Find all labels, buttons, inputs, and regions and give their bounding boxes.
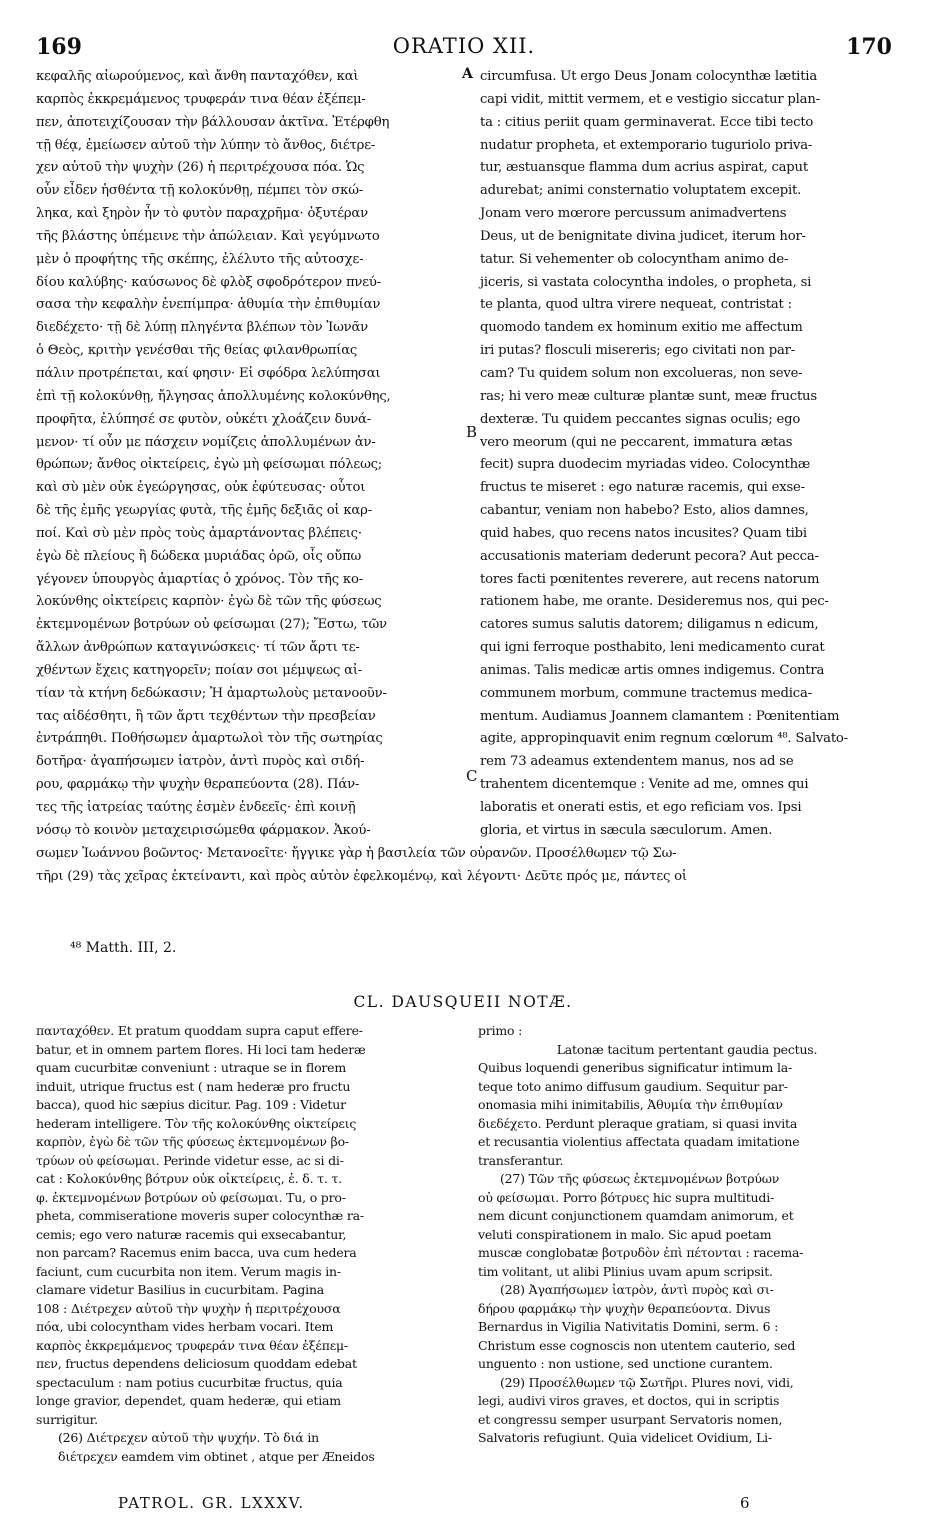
text-line: faciunt, cum cucurbita non item. Verum magis in- [36, 1263, 341, 1279]
text-line: (27) Τῶν τῆς φύσεως ἐκτεμνομένων βοτρύων [500, 1171, 780, 1186]
text-line: προφῆτα, ἐλύπησέ σε φυτὸν, οὐκέτι χλοάζειν δυνά- [36, 411, 372, 427]
text-line: longe gravior, dependet, quam hederæ, qui etiam [36, 1393, 341, 1408]
margin-marker-a: A [462, 66, 473, 82]
notes-title: CL. DAUSQUEII NOTÆ. [353, 993, 573, 1011]
text-line: muscæ conglobatæ βοτρυδὸν ἐπὶ πέτονται : racema- [478, 1245, 804, 1260]
margin-marker-c: C [466, 767, 478, 785]
margin-marker-b: B [466, 423, 478, 441]
text-line: qui igni ferroque posthabito, leni medicamento curat [480, 640, 825, 656]
text-line: cabantur, veniam non habebo? Esto, alios damnes, [480, 503, 809, 519]
text-line: 108 : Διέτρεχεν αὐτοῦ τὴν ψυχὴν ἡ περιτρέχουσα [36, 1300, 341, 1316]
text-line: pheta, commiseratione moveris super colocynthæ ra- [36, 1208, 364, 1223]
text-line: catores sumus salutis datorem; diligamus n edicum, [480, 617, 819, 633]
text-line: mentum. Audiamus Joannem clamantem : Pœnitentiam [480, 708, 840, 724]
text-line: transferantur. [478, 1152, 564, 1168]
text-line: cat : Κολοκύνθης βότρυν οὐκ οἰκτείρεις, ἐ. δ. τ. τ. [36, 1171, 342, 1186]
text-line: ἐπὶ τῇ κολοκύνθῃ, ἤλγησας ἀπολλυμένης κολοκύνθης, [36, 388, 391, 404]
text-line: rem 73 adeamus extendentem manus, nos ad se [480, 754, 794, 770]
text-line: πανταχόθεν. Et pratum quoddam supra caput effere- [36, 1023, 363, 1038]
text-line: iri putas? flosculi misereris; ego civitati non par- [480, 343, 795, 359]
text-line: Latonæ tacitum pertentant gaudia pectus. [556, 1041, 818, 1057]
text-line: et recusantia violentius affectata quadam imitatione [478, 1134, 800, 1149]
text-line: χεν αὐτοῦ τὴν ψυχὴν (26) ἡ περιτρέχουσα πόα. Ὡς [36, 160, 365, 176]
text-line: rationem habe, me orante. Desideremus nos, qui pec- [480, 594, 829, 610]
text-line: (26) Διέτρεχεν αὐτοῦ τὴν ψυχήν. Τὸ διά in [58, 1430, 319, 1445]
text-line: διεδέχετο· τῇ δὲ λύπῃ πληγέντα βλέπων τὸν Ἰωνᾶν [36, 320, 368, 336]
text-line: adurebat; animi consternatio voluptatem excepit. [480, 183, 802, 199]
text-line: vero meorum (qui ne peccarent, immatura ætas [480, 434, 793, 450]
text-line: τῆρι (29) τὰς χεῖρας ἐκτείναντι, καὶ πρὸς αὐτὸν ἐφελκομένῳ, καὶ λέγοντι· Δεῦτε πρός με, πάντες οἱ [36, 868, 687, 884]
text-line: quam cucurbitæ conveniunt : utraque se in florem [36, 1060, 347, 1075]
text-line: κεφαλῆς αἰωρούμενος, καὶ ἄνθη πανταχόθεν, καὶ [36, 69, 359, 84]
text-line: fructus te miseret : ego naturæ racemis, qui exse- [480, 480, 805, 496]
text-line: χθέντων ἔχεις κατηγορεῖν; ποίαν σοι μέμψεως αἰ- [36, 662, 363, 678]
text-line: batur, et in omnem partem flores. Hi loci tam hederæ [36, 1041, 366, 1057]
text-line: surrigitur. [36, 1411, 98, 1427]
text-line: teque toto animo diffusum gaudium. Sequitur par- [478, 1078, 788, 1094]
text-line: primo : [478, 1023, 523, 1038]
text-line: ὁ Θεὸς, κριτὴν γενέσθαι τῆς θείας φιλανθρωπίας [36, 343, 358, 359]
text-line: μὲν ὁ προφήτης τῆς σκέπης, ἐλέλυτο τῆς αὐτοσχε- [36, 251, 364, 267]
text-line: nudatur propheta, et extemporario tuguriolo priva- [480, 137, 813, 153]
text-line: οὐ φείσωμαι. Porro βότρυες hic supra multitudi- [478, 1189, 775, 1205]
text-line: et congressu semper usurpant Servatoris nomen, [478, 1411, 783, 1427]
text-line: ἐγὼ δὲ πλείους ἢ δώδεκα μυριάδας ὁρῶ, οἷς οὔπω [36, 548, 362, 564]
text-line: te planta, quod ultra virere nequeat, contristat : [480, 297, 792, 313]
text-line: τίαν τὰ κτήνη δεδώκασιν; Ἡ ἁμαρτωλοὺς μετανοοῦν- [36, 685, 387, 701]
text-line: circumfusa. Ut ergo Deus Jonam colocynthæ lætitia [480, 69, 817, 84]
text-line: καρπὸς ἐκκρεμάμενος τρυφεράν τινα θέαν ἐξέπεμ- [36, 1337, 348, 1353]
text-line: λοκύνθης οἰκτείρεις καρπὸν· ἐγὼ δὲ τῶν τῆς φύσεως [36, 594, 382, 610]
text-line: capi vidit, mittit vermem, et e vestigio siccatur plan- [480, 91, 820, 107]
text-line: dexteræ. Tu quidem peccantes signas oculis; ego [480, 411, 801, 427]
text-line: tim volitant, ut alibi Plinius uvam apum scripsit. [478, 1263, 773, 1279]
text-line: σωμεν Ἰωάννου βοῶντος· Μετανοεῖτε· ἤγγικε γὰρ ἡ βασιλεία τῶν οὐρανῶν. Προσέλθωμεν τῷ Σω- [36, 845, 677, 861]
text-line: quomodo tandem ex hominum exitio me affectum [480, 320, 803, 336]
right-page-number: 170 [846, 34, 892, 60]
text-line: Bernardus in Vigilia Nativitatis Domini, serm. 6 : [478, 1319, 779, 1334]
text-line: induit, utrique fructus est ( nam hederæ pro fructu [36, 1078, 351, 1094]
text-line: φ. ἐκτεμνομένων βοτρύων οὐ φείσωμαι. Tu, o pro- [36, 1189, 346, 1205]
text-line: fecit) supra duodecim myriadas video. Colocynthæ [480, 457, 811, 473]
text-line: legi, audivi viros graves, et doctos, qui in scriptis [478, 1393, 780, 1408]
text-line: Salvatoris refugiunt. Quia videlicet Ovidium, Li- [478, 1430, 773, 1445]
text-line: non parcam? Racemus enim bacca, uva cum hedera [36, 1245, 357, 1260]
text-line: πάλιν προτρέπεται, καί φησιν· Εἰ σφόδρα λελύπησαι [36, 365, 381, 381]
text-line: tatur. Si vehementer ob colocyntham animo de- [480, 251, 789, 267]
text-line: τες τῆς ἰατρείας ταύτης ἐσμὲν ἐνδεεῖς· ἐπὶ κοινῇ [36, 800, 356, 815]
text-line: ras; hi vero meæ culturæ plantæ sunt, meæ fructus [480, 388, 817, 404]
text-line: laboratis et onerati estis, et ego reficiam vos. Ipsi [480, 800, 802, 815]
text-line: διέτρεχεν eamdem vim obtinet , atque per Æneidos [58, 1448, 375, 1464]
text-line: nem dicunt conjunctionem quamdam animorum, et [478, 1208, 794, 1223]
text-line: Deus, ut de benignitate divina judicet, iterum hor- [480, 228, 806, 244]
text-line: δίου καλύβης· καύσωνος δὲ φλὸξ σφοδρότερον πνεύ- [36, 274, 381, 290]
latin-text-column [480, 66, 894, 843]
text-line: δοτῆρα· ἀγαπήσωμεν ἰατρὸν, ἀντὶ πυρὸς καὶ σιδή- [36, 754, 365, 770]
text-line: quid habes, quo recens natos incusites? Quam tibi [480, 525, 807, 541]
text-line: ta : citius periit quam germinaverat. Ecce tibi tecto [480, 114, 814, 130]
text-line: δὲ τῆς ἐμῆς γεωργίας φυτὰ, τῆς ἐμῆς δεξιᾶς οἱ καρ- [36, 503, 372, 519]
text-line: cemis; ego vero naturæ racemis qui exsecabantur, [36, 1226, 347, 1242]
text-line: γέγονεν ὑπουργὸς ἁμαρτίας ὁ χρόνος. Τὸν τῆς κο- [36, 571, 363, 587]
text-line: trahentem dicentemque : Venite ad me, omnes qui [480, 777, 809, 793]
text-line: Jonam vero mœrore percussum animadvertens [480, 206, 787, 222]
page-header [36, 34, 892, 62]
text-line: τρύων οὐ φείσωμαι. Perinde videtur esse, ac si di- [36, 1152, 344, 1168]
text-line: bacca), quod hic sæpius dicitur. Pag. 109 : Videtur [36, 1097, 346, 1112]
text-line: τῇ θέᾳ, ἐμείωσεν αὐτοῦ τὴν λύπην τὸ ἄνθος, διέτρε- [36, 137, 376, 153]
text-line: νόσῳ τὸ κοινὸν μεταχειρισώμεθα φάρμακον. Ἀκού- [36, 822, 371, 838]
text-line: clamare videtur Basilius in cucurbitam. Pagina [36, 1282, 325, 1297]
notes-left-column [36, 1022, 454, 1466]
notes-right-column [478, 1022, 896, 1448]
text-line: ἐκτεμνομένων βοτρύων οὐ φείσωμαι (27); Ἔστω, τῶν [36, 617, 387, 633]
text-line: unguento : non ustione, sed unctione curantem. [478, 1356, 773, 1371]
text-line: μενον· τί οὖν με πάσχειν νομίζεις ἀπολλυμένων ἀν- [36, 434, 376, 450]
text-line: onomasia mihi inimitabilis, Ἀθυμία τὴν ἐπιθυμίαν [478, 1097, 783, 1112]
text-line: veluti conspirationem in malo. Sic apud poetam [478, 1226, 772, 1242]
text-line: σασα τὴν κεφαλὴν ἐνεπίμπρα· ἀθυμία τὴν ἐπιθυμίαν [36, 297, 381, 313]
text-line: ρου, φαρμάκῳ τὴν ψυχὴν θεραπεύοντα (28). Πάν- [36, 777, 360, 793]
text-line: tur, æstuansque flamma dum acrius aspirat, caput [480, 160, 808, 176]
text-line: Quibus loquendi generibus significatur intimum la- [478, 1060, 793, 1075]
text-line: agite, appropinquavit enim regnum cœlorum ⁴⁸. Salvato- [480, 731, 848, 747]
text-line: καρπὸν, ἐγὼ δὲ τῶν τῆς φύσεως ἐκτεμνομένων βο- [36, 1134, 349, 1149]
text-line: (28) Ἀγαπήσωμεν ἰατρὸν, ἀντὶ πυρὸς καὶ σι- [500, 1282, 774, 1297]
running-title: ORATIO XII. [392, 34, 536, 58]
text-line: ληκα, καὶ ξηρὸν ἦν τὸ φυτὸν παραχρῆμα· ὀξυτέραν [36, 206, 368, 222]
text-line: θρώπων; ἄνθος οἰκτείρεις, ἐγὼ μὴ φείσωμαι πόλεως; [36, 457, 383, 473]
text-line: cam? Tu quidem solum non excolueras, non seve- [480, 365, 803, 381]
text-line: καὶ σὺ μὲν οὐκ ἐγεώργησας, οὐκ ἐφύτευσας· οὗτοι [36, 480, 366, 496]
text-line: πεν, fructus dependens deliciosum quoddam edebat [36, 1356, 357, 1371]
footer-sheet-number: 6 [740, 1494, 750, 1512]
text-line: animas. Talis medicæ artis omnes indigemus. Contra [480, 662, 825, 678]
text-line: tores facti pœnitentes reverere, aut recens natorum [480, 571, 820, 587]
text-line: τῆς βλάστης ὑπέμεινε τὴν ἀπώλειαν. Καὶ γεγύμνωτο [36, 228, 380, 244]
text-line: ἄλλων ἀνθρώπων καταγινώσκεις· τί τῶν ἄρτι τε- [36, 640, 360, 656]
text-line: spectaculum : nam potius cucurbitæ fructus, quia [36, 1374, 343, 1390]
footnote: ⁴⁸ Matth. III, 2. [70, 940, 177, 956]
text-line: πεν, ἀποτειχίζουσαν τὴν βάλλουσαν ἀκτῖνα. Ἐτέρφθη [36, 114, 390, 130]
text-line: τας αἰδέσθητι, ἢ τῶν ἄρτι τεχθέντων τὴν πρεσβείαν [36, 708, 376, 724]
footer-series: PATROL. GR. LXXXV. [118, 1494, 305, 1512]
text-line: Christum esse cognoscis non utentem cauterio, sed [478, 1337, 796, 1353]
text-line: communem morbum, commune tractemus medica- [480, 685, 812, 701]
text-line: δήρου φαρμάκῳ τὴν ψυχὴν θεραπεύοντα. Divus [478, 1300, 771, 1316]
text-line: gloria, et virtus in sæcula sæculorum. Amen. [480, 822, 773, 838]
text-line: ἐντράπηθι. Ποθήσωμεν ἁμαρτωλοὶ τὸν τῆς σωτηρίας [36, 731, 383, 747]
text-line: jiceris, si vastata colocyntha indoles, o propheta, si [480, 274, 812, 290]
text-line: διεδέχετο. Perdunt pleraque gratiam, si quasi invita [478, 1115, 798, 1131]
left-page-number: 169 [36, 34, 82, 60]
text-line: καρπὸς ἐκκρεμάμενος τρυφεράν τινα θέαν ἐξέπεμ- [36, 91, 366, 107]
text-line: ποί. Καὶ σὺ μὲν πρὸς τοὺς ἁμαρτάνοντας βλέπεις· [36, 525, 362, 541]
text-line: πόα, ubi colocyntham vides herbam vocari. Item [36, 1319, 334, 1334]
text-line: (29) Προσέλθωμεν τῷ Σωτῆρι. Plures novi, vidi, [500, 1374, 794, 1390]
text-line: οὖν εἶδεν ἡσθέντα τῇ κολοκύνθῃ, πέμπει τὸν σκώ- [36, 183, 364, 199]
text-line: hederam intelligere. Τὸν τῆς κολοκύνθης οἰκτείρεις [36, 1115, 357, 1131]
text-line: accusationis materiam dederunt pecora? Aut pecca- [480, 548, 819, 564]
